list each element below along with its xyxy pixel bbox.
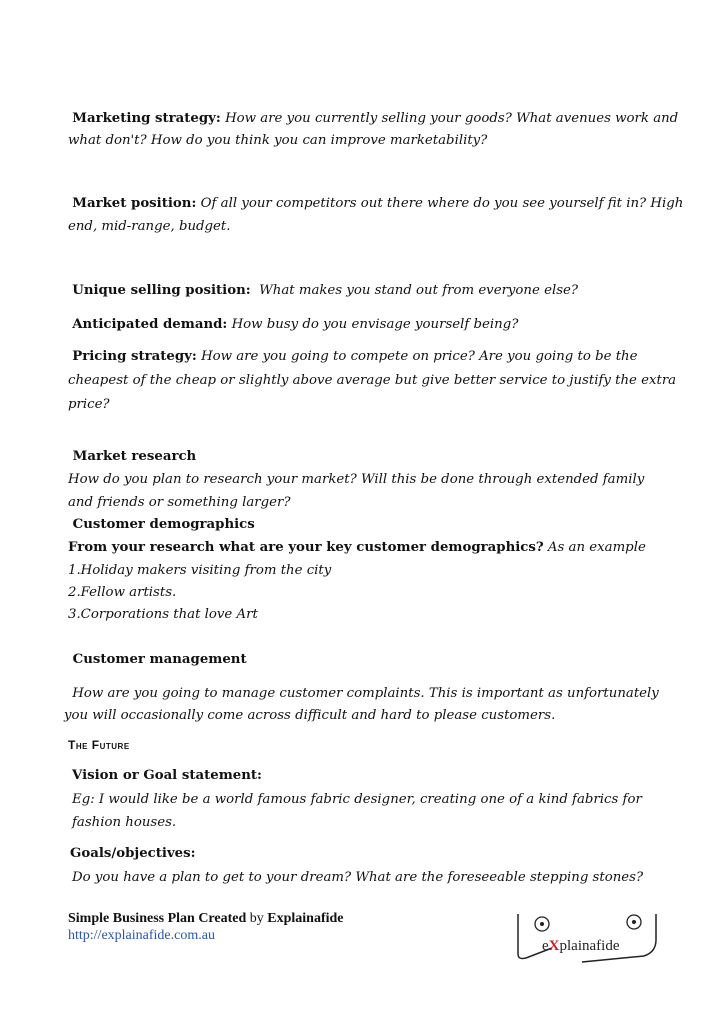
logo-left-pupil — [540, 922, 544, 926]
vision-text2: fashion houses. — [72, 815, 177, 830]
pricing-strategy-text2: cheapest of the cheap or slightly above average but give better service to justify the extra — [68, 373, 677, 388]
market-research-heading — [68, 448, 196, 466]
demographic-item: 1.Holiday makers visiting from the city — [68, 563, 332, 578]
market-research-heading-text: Market research — [72, 449, 197, 464]
unique-selling-text: What makes you stand out from everyone else? — [259, 283, 579, 298]
customer-management-text1-span: How are you going to manage customer complaints. This is important as unfortunately — [72, 686, 659, 701]
market-position-text2: end, mid-range, budget. — [68, 219, 231, 234]
pricing-strategy-text3: price? — [68, 397, 110, 412]
market-position-label: Market position: — [72, 196, 197, 211]
logo-right-pupil — [632, 920, 636, 924]
logo-letter-e: e — [542, 938, 549, 954]
footer-created: Simple Business Plan Created — [68, 911, 247, 926]
the-future-heading: The Future — [68, 738, 130, 752]
customer-demographics-heading-text: Customer demographics — [72, 517, 255, 532]
unique-selling-line — [68, 282, 578, 300]
marketing-strategy-text1: How are you currently selling your goods? What avenues work and — [225, 111, 679, 126]
pricing-strategy-line1 — [68, 348, 637, 366]
vision-heading: Vision or Goal statement: — [72, 768, 262, 783]
demographic-item: 2.Fellow artists. — [68, 585, 177, 600]
goals-heading: Goals/objectives: — [70, 846, 196, 861]
logo-wordmark — [542, 938, 620, 954]
market-research-text2: and friends or something larger? — [68, 495, 291, 510]
market-position-text1: Of all your competitors out there where do you see yourself fit in? High — [200, 196, 684, 211]
explainafide-logo — [512, 910, 662, 966]
customer-management-text2: you will occasionally come across difficult and hard to please customers. — [64, 708, 556, 723]
customer-demographics-example: As an example — [547, 540, 646, 555]
logo-letter-x: X — [548, 938, 560, 954]
customer-management-heading-text: Customer management — [72, 652, 247, 667]
customer-demographics-line1 — [68, 539, 646, 557]
marketing-strategy-text2: what don't? How do you think you can improve marketability? — [68, 133, 488, 148]
market-position-line1 — [68, 195, 683, 213]
anticipated-demand-label: Anticipated demand: — [72, 317, 228, 332]
footer-brand: Explainafide — [267, 911, 344, 926]
marketing-strategy-line1 — [68, 110, 678, 128]
pricing-strategy-text1: How are you going to compete on price? Are you going to be the — [201, 349, 638, 364]
goals-text: Do you have a plan to get to your dream? What are the foreseeable stepping stones? — [72, 870, 644, 885]
pricing-strategy-label: Pricing strategy: — [72, 349, 197, 364]
anticipated-demand-line — [68, 316, 518, 334]
logo-letters-rest: plainafide — [559, 938, 620, 954]
customer-demographics-heading — [68, 516, 255, 534]
anticipated-demand-text: How busy do you envisage yourself being? — [231, 317, 519, 332]
customer-management-heading — [68, 651, 247, 669]
unique-selling-label: Unique selling position: — [72, 283, 251, 298]
market-research-text1: How do you plan to research your market? Will this be done through extended family — [68, 472, 645, 487]
marketing-strategy-label: Marketing strategy: — [72, 111, 221, 126]
vision-text1: Eg: I would like be a world famous fabric designer, creating one of a kind fabrics for — [72, 792, 642, 807]
customer-management-text1 — [68, 685, 659, 703]
customer-demographics-question: From your research what are your key customer demographics? — [68, 540, 544, 555]
demographic-item: 3.Corporations that love Art — [68, 607, 258, 622]
footer-url-link[interactable]: http://explainafide.com.au — [68, 928, 215, 943]
footer-credit — [68, 910, 344, 927]
footer-by: by — [249, 911, 264, 926]
